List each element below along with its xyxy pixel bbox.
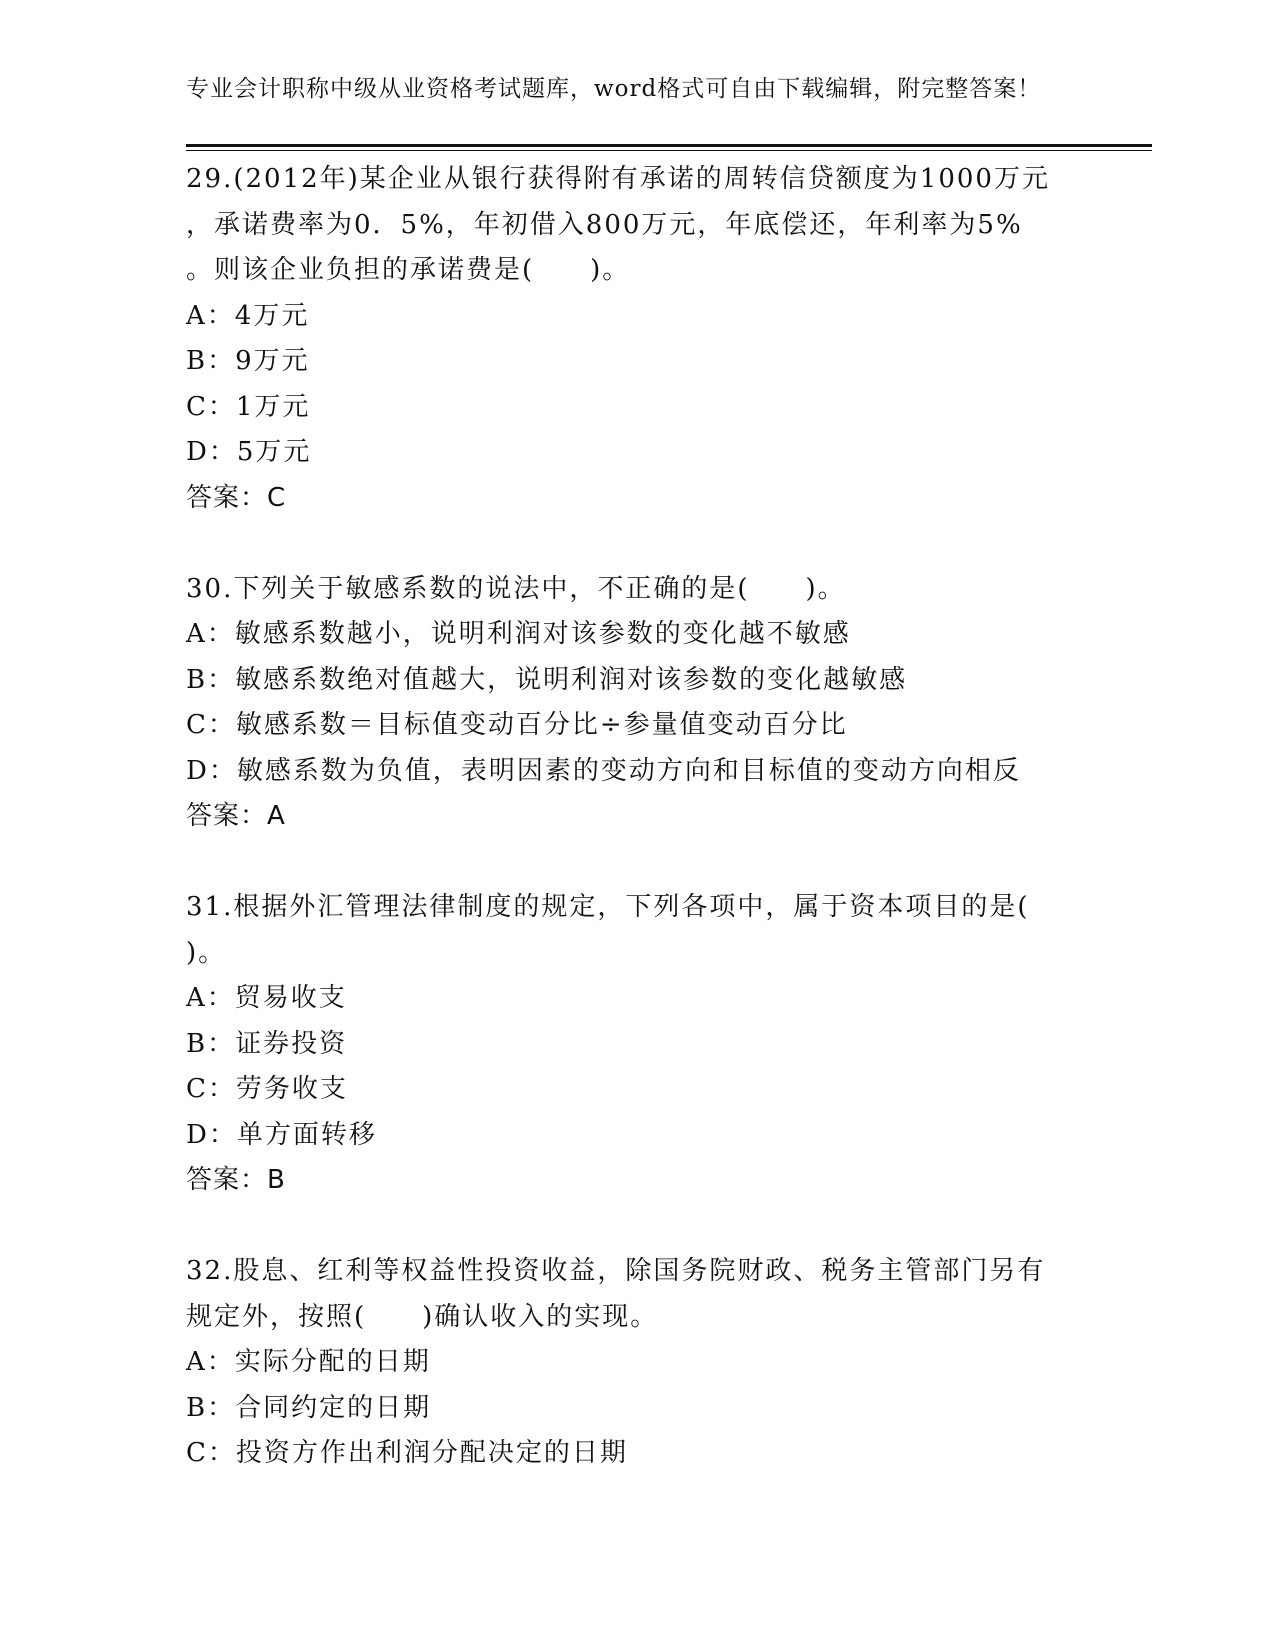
option-c: C：劳务收支 xyxy=(186,1074,348,1104)
option-b: B：合同约定的日期 xyxy=(186,1392,432,1423)
question-32 xyxy=(186,1249,1066,1477)
question-stem-line: 30.下列关于敏感系数的说法中，不正确的是( )。 xyxy=(186,573,846,604)
option-a: A：贸易收支 xyxy=(186,983,347,1013)
option-a: A：实际分配的日期 xyxy=(186,1347,431,1377)
question-stem-line: 31.根据外汇管理法律制度的规定，下列各项中，属于资本项目的是( xyxy=(186,892,1030,922)
question-stem-line: )。 xyxy=(186,937,227,968)
question-29 xyxy=(186,157,1066,521)
option-b: B：9万元 xyxy=(186,346,310,376)
question-spacer xyxy=(186,1204,1066,1250)
question-stem-line: 32.股息、红利等权益性投资收益，除国务院财政、税务主管部门另有 xyxy=(186,1256,1046,1286)
question-list xyxy=(186,157,1066,1477)
question-30 xyxy=(186,567,1066,840)
option-c: C：投资方作出利润分配决定的日期 xyxy=(186,1438,628,1468)
question-stem-line: 。则该企业负担的承诺费是( )。 xyxy=(186,255,631,285)
option-c: C：1万元 xyxy=(186,391,311,422)
question-stem-line: 29.(2012年)某企业从银行获得附有承诺的周转信贷额度为1000万元 xyxy=(186,164,1050,194)
answer-line: 答案：C xyxy=(186,482,287,513)
answer-line: 答案：A xyxy=(186,801,286,831)
option-b: B：证券投资 xyxy=(186,1028,348,1059)
option-a: A：4万元 xyxy=(186,300,310,331)
question-stem-line: ，承诺费率为0．5%，年初借入800万元，年底偿还，年利率为5% xyxy=(186,209,1023,240)
question-31 xyxy=(186,885,1066,1204)
option-d: D：5万元 xyxy=(186,437,312,467)
option-a: A：敏感系数越小，说明利润对该参数的变化越不敏感 xyxy=(186,619,851,649)
option-c: C：敏感系数＝目标值变动百分比÷参量值变动百分比 xyxy=(186,710,848,740)
option-b: B：敏感系数绝对值越大，说明利润对该参数的变化越敏感 xyxy=(186,664,908,695)
question-spacer xyxy=(186,840,1066,886)
option-d: D：单方面转移 xyxy=(186,1119,377,1150)
option-d: D：敏感系数为负值，表明因素的变动方向和目标值的变动方向相反 xyxy=(186,755,1021,786)
question-stem-line: 规定外，按照( )确认收入的实现。 xyxy=(186,1301,659,1332)
question-spacer xyxy=(186,521,1066,567)
page-header: 专业会计职称中级从业资格考试题库，word格式可自由下载编辑，附完整答案！ xyxy=(186,76,1042,102)
answer-line: 答案：B xyxy=(186,1165,286,1195)
header-rule-thin xyxy=(186,150,1152,151)
header-rule-thick xyxy=(186,144,1152,147)
